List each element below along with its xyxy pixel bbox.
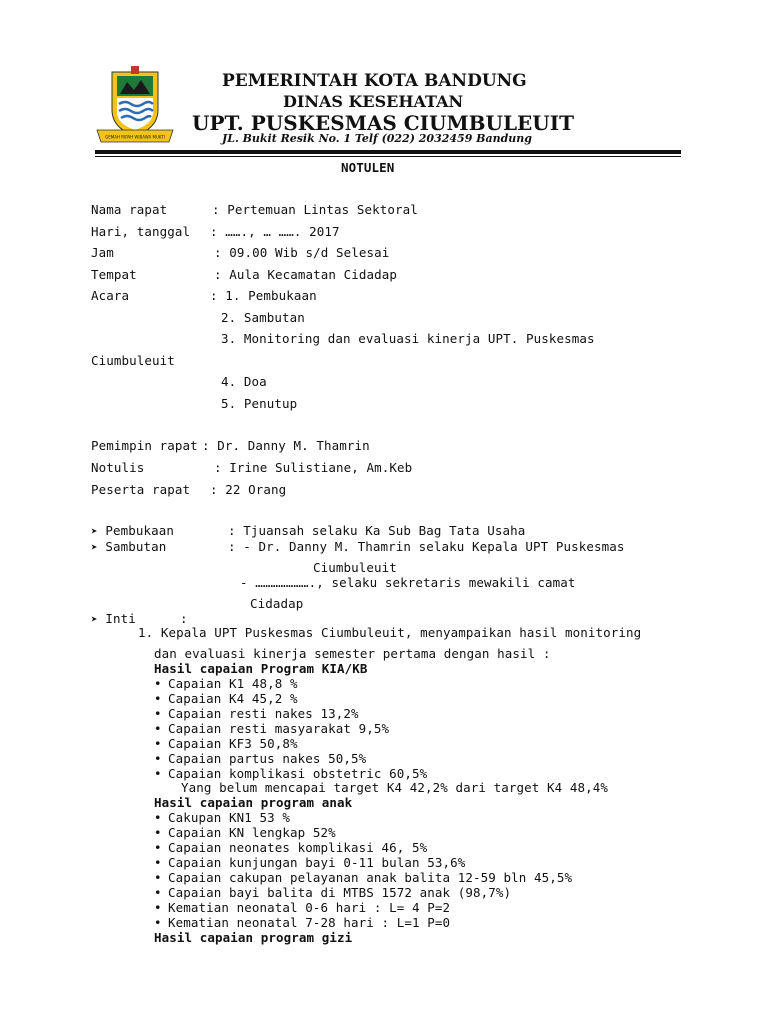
acara-item-3: 3. Monitoring dan evaluasi kinerja UPT. Puskesmas: [221, 331, 595, 346]
sambutan-line-2: - …………………., selaku sekretaris mewakili camat: [240, 575, 576, 590]
kia-item: • Capaian partus nakes 50,5%: [154, 751, 367, 766]
acara-item-5: 5. Penutup: [221, 396, 298, 411]
kia-item: • Capaian resti masyarakat 9,5%: [154, 721, 390, 736]
acara-item-4: 4. Doa: [221, 374, 267, 389]
bandung-crest-icon: [95, 66, 175, 148]
sambutan-wrap-2: Cidadap: [250, 596, 304, 611]
acara-item-1: : 1. Pembukaan: [210, 288, 317, 303]
value-peserta: : 22 Orang: [210, 482, 287, 497]
anak-item: • Capaian bayi balita di MTBS 1572 anak (98,7%): [154, 885, 512, 900]
label-notulis: Notulis: [91, 460, 145, 475]
value-jam: : 09.00 Wib s/d Selesai: [214, 245, 390, 260]
value-notulis: : Irine Sulistiane, Am.Keb: [214, 460, 413, 475]
anak-item: • Kematian neonatal 7-28 hari : L=1 P=0: [154, 915, 451, 930]
anak-item: • Capaian neonates komplikasi 46, 5%: [154, 840, 428, 855]
value-pemimpin: : Dr. Danny M. Thamrin: [202, 438, 370, 453]
arrow-bullet-icon: ➤: [91, 525, 98, 538]
header-dept: DINAS KESEHATAN: [283, 92, 464, 111]
sambutan-label: Sambutan: [105, 539, 167, 554]
header-address: JL. Bukit Resik No. 1 Telf (022) 2032459 Bandung: [222, 132, 532, 145]
header-gov: PEMERINTAH KOTA BANDUNG: [222, 71, 527, 91]
label-pemimpin: Pemimpin rapat: [91, 438, 198, 453]
label-hari-tanggal: Hari, tanggal: [91, 224, 191, 239]
inti-item1-line2: dan evaluasi kinerja semester pertama dengan hasil :: [154, 646, 551, 661]
anak-item: • Kematian neonatal 0-6 hari : L= 4 P=2: [154, 900, 451, 915]
kia-item: • Capaian komplikasi obstetric 60,5%: [154, 766, 428, 781]
arrow-bullet-icon: ➤: [91, 541, 98, 554]
kia-note: Yang belum mencapai target K4 42,2% dari target K4 48,4%: [181, 780, 609, 795]
anak-item: • Capaian kunjungan bayi 0-11 bulan 53,6%: [154, 855, 466, 870]
label-peserta: Peserta rapat: [91, 482, 191, 497]
arrow-bullet-icon: ➤: [91, 613, 98, 626]
acara-item-2: 2. Sambutan: [221, 310, 305, 325]
inti-colon: :: [180, 611, 188, 626]
value-nama-rapat: : Pertemuan Lintas Sektoral: [212, 202, 418, 217]
city-logo: [95, 66, 175, 148]
inti-item1-line1: 1. Kepala UPT Puskesmas Ciumbuleuit, menyampaikan hasil monitoring: [138, 625, 642, 640]
kia-heading: Hasil capaian Program KIA/KB: [154, 661, 368, 676]
label-nama-rapat: Nama rapat: [91, 202, 168, 217]
doc-title: NOTULEN: [341, 160, 395, 175]
inti-label: Inti: [105, 611, 136, 626]
kia-item: • Capaian K4 45,2 %: [154, 691, 298, 706]
label-tempat: Tempat: [91, 267, 137, 282]
sambutan-value: : - Dr. Danny M. Thamrin selaku Kepala UPT Puskesmas: [228, 539, 625, 554]
anak-item: • Capaian KN lengkap 52%: [154, 825, 336, 840]
kia-item: • Capaian K1 48,8 %: [154, 676, 298, 691]
anak-item: • Cakupan KN1 53 %: [154, 810, 291, 825]
svg-text:GEMAH RIPAH WIBAWA MUKTI: GEMAH RIPAH WIBAWA MUKTI: [105, 134, 165, 140]
anak-item: • Capaian cakupan pelayanan anak balita 12-59 bln 45,5%: [154, 870, 573, 885]
agenda-pembukaan: [91, 523, 174, 538]
header-org: UPT. PUSKESMAS CIUMBULEUIT: [192, 111, 574, 135]
sambutan-wrap-1: Ciumbuleuit: [313, 560, 397, 575]
header-rule-thick: [95, 150, 681, 154]
value-tempat: : Aula Kecamatan Cidadap: [214, 267, 398, 282]
label-acara: Acara: [91, 288, 130, 303]
acara-item-3-wrap: Ciumbuleuit: [91, 353, 175, 368]
header-rule-thin: [95, 156, 681, 157]
anak-heading: Hasil capaian program anak: [154, 795, 353, 810]
label-jam: Jam: [91, 245, 114, 260]
value-hari-tanggal: : ……., … ……. 2017: [210, 224, 340, 239]
agenda-inti: [91, 611, 136, 626]
gizi-heading: Hasil capaian program gizi: [154, 930, 353, 945]
kia-item: • Capaian resti nakes 13,2%: [154, 706, 359, 721]
agenda-sambutan: [91, 539, 166, 554]
kia-item: • Capaian KF3 50,8%: [154, 736, 298, 751]
pembukaan-value: : Tjuansah selaku Ka Sub Bag Tata Usaha: [228, 523, 526, 538]
pembukaan-label: Pembukaan: [105, 523, 175, 538]
